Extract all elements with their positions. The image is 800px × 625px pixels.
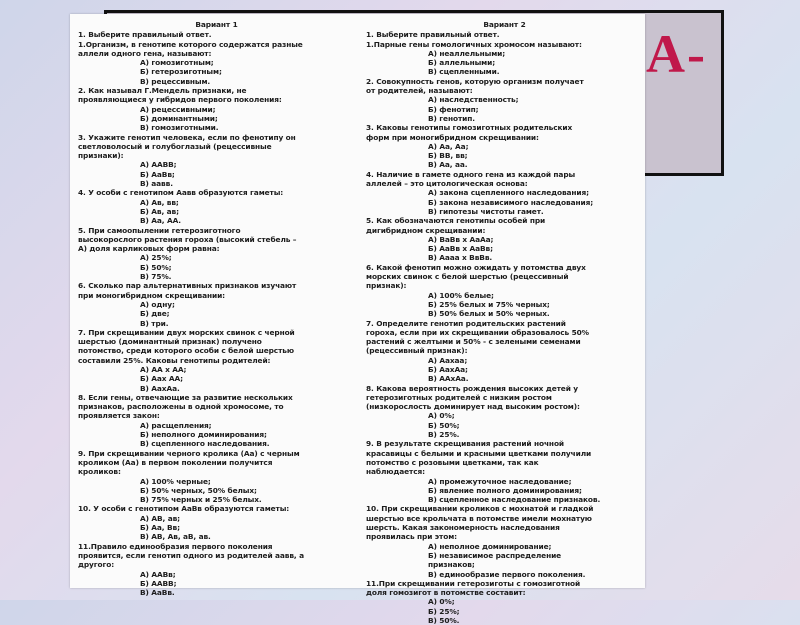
answer-option: В) сцепленное наследование признаков. [428, 495, 601, 505]
question-line: 5. Как обозначаются генотипы особей при [366, 216, 546, 226]
answer-option: А) Ав, вв; [140, 197, 179, 207]
question-line: 10. При скрещивании кроликов с мохнатой и гладкой [366, 504, 594, 514]
answer-option: В) АаВв. [140, 588, 175, 598]
question-line: 1. Выберите правильный ответ. [78, 30, 212, 40]
answer-option: В) аавв. [140, 179, 173, 189]
question-line: (низкорослость доминирует над высоким ростом): [366, 402, 580, 412]
question-line: 3. Каковы генотипы гомозиготных родительских [366, 123, 573, 133]
answer-option: В) 25%. [428, 430, 460, 440]
answer-option: В) генотип. [428, 113, 475, 123]
answer-option: А) ВаВв х АаАа; [428, 234, 494, 244]
variant-1-title: Вариант 1 [195, 20, 238, 29]
answer-option: А) расщепления; [140, 420, 212, 430]
answer-option: Б) гетерозиготным; [140, 67, 222, 77]
question-line: 1.Парные гены гомологичных хромосом называют: [366, 39, 582, 49]
answer-option: Б) аллельными; [428, 58, 496, 68]
answer-option: В) 50%. [428, 616, 460, 625]
variant-2-lines [366, 30, 643, 625]
question-line: проявится, если генотип одного из родителей аавв, а [78, 550, 304, 560]
answer-option: Б) закона независимого наследования; [428, 197, 594, 207]
variant-1-column [78, 20, 355, 597]
question-line: 1.Организм, в генотипе которого содержатся разные [78, 39, 303, 49]
question-line: проявилась при этом: [366, 532, 457, 542]
answer-option: Б) ААВВ; [140, 578, 177, 588]
answer-option: Б) 50% черных, 50% белых; [140, 485, 257, 495]
answer-option: А) неаллельными; [428, 48, 506, 58]
question-line: (рецессивный признак): [366, 346, 468, 356]
question-line: аллелей – это цитологическая основа: [366, 179, 528, 189]
answer-option: В) три. [140, 318, 169, 328]
answer-option: Б) Аах АА; [140, 374, 184, 384]
answer-option: В) рецессивным. [140, 76, 211, 86]
answer-option: В) Аааа х ВвВв. [428, 253, 493, 263]
slide-title: А- [646, 24, 707, 84]
answer-option: Б) ВВ, вв; [428, 151, 468, 161]
answer-option: Б) АахАа; [428, 364, 468, 374]
answer-option: Б) независимое распределение [428, 550, 562, 560]
question-line: 2. Как называл Г.Мендель признаки, не [78, 86, 247, 96]
question-line: шерсть. Какая закономерность наследования [366, 523, 560, 533]
question-line: 6. Сколько пар альтернативных признаков изучают [78, 281, 297, 291]
answer-option: А) АВ, ав; [140, 513, 181, 523]
answer-option: А) Аа, Аа; [428, 141, 469, 151]
question-line: 11.При скрещивании гетерозиготы с гомозиготной [366, 578, 581, 588]
question-line: 4. У особи с генотипом Аавв образуются гаметы: [78, 188, 284, 198]
answer-option: В) АВ, Ав, аВ, ав. [140, 532, 211, 542]
variant-1-lines [78, 30, 355, 597]
answer-option: Б) АаВв; [140, 169, 175, 179]
answer-option: В) единообразие первого поколения. [428, 569, 586, 579]
answer-option: Б) доминантными; [140, 113, 218, 123]
answer-option: признаков; [428, 560, 475, 570]
answer-option: Б) 50%; [428, 420, 460, 430]
question-line: 1. Выберите правильный ответ. [366, 30, 500, 40]
question-line: 8. Если гены, отвечающие за развитие нескольких [78, 392, 293, 402]
question-line: 4. Наличие в гамете одного гена из каждой пары [366, 169, 576, 179]
answer-option: А) гомозиготным; [140, 58, 214, 68]
question-line: шерстью (доминантный признак) получено [78, 337, 262, 347]
question-line: 7. При скрещивании двух морских свинок с черной [78, 327, 295, 337]
worksheet-paper [70, 14, 645, 625]
answer-option: А) 100% черные; [140, 476, 211, 486]
answer-option: Б) неполного доминирования; [140, 430, 267, 440]
answer-option: А) ААВв; [140, 569, 176, 579]
variant-2-column [366, 20, 643, 625]
question-line: при моногибридном скрещивании: [78, 290, 226, 300]
answer-option: А) АА х АА; [140, 364, 187, 374]
answer-option: Б) явление полного доминирования; [428, 485, 582, 495]
question-line: признаки): [78, 151, 124, 161]
answer-option: А) наследственность; [428, 95, 519, 105]
question-line: 8. Какова вероятность рождения высоких детей у [366, 383, 578, 393]
answer-option: Б) Ав, ав; [140, 206, 179, 216]
answer-option: Б) 50%; [140, 262, 172, 272]
answer-option: В) гомозиготными. [140, 123, 219, 133]
answer-option: А) 25%; [140, 253, 172, 263]
question-line: форм при моногибридном скрещивании: [366, 132, 539, 142]
answer-option: В) сцепленного наследования. [140, 439, 270, 449]
question-line: светловолосый и голубоглазый (рецессивные [78, 141, 272, 151]
answer-option: Б) АаВв х АаВв; [428, 244, 493, 254]
answer-option: А) одну; [140, 299, 175, 309]
answer-option: В) гипотезы чистоты гамет. [428, 206, 544, 216]
answer-option: Б) 25%; [428, 606, 460, 616]
question-line: 5. При самоопылении гетерозиготного [78, 225, 241, 235]
answer-option: В) 75%. [140, 272, 172, 282]
question-line: высокорослого растения гороха (высокий стебель – [78, 234, 297, 244]
question-line: доля гомозигот в потомстве составит: [366, 588, 526, 598]
question-line: 9. В результате скрещивания растений ночной [366, 439, 564, 449]
answer-option: А) ААВВ; [140, 160, 177, 170]
variant-2-title: Вариант 2 [483, 20, 526, 29]
answer-option: В) 50% белых и 50% черных. [428, 309, 550, 319]
question-line: проявляющиеся у гибридов первого поколения: [78, 95, 282, 105]
question-line: 10. У особи с генотипом АаВв образуются гаметы: [78, 504, 290, 514]
question-line: 9. При скрещивании черного кролика (Аа) с черным [78, 448, 300, 458]
answer-option: В) Аа, аа. [428, 160, 468, 170]
question-line: другого: [78, 560, 115, 570]
question-line: кроликом (Аа) в первом поколении получится [78, 457, 273, 467]
question-line: гетерозиготных родителей с низким ростом [366, 392, 552, 402]
question-line: 3. Укажите генотип человека, если по фенотипу он [78, 132, 296, 142]
question-line: 11.Правило единообразия первого поколения [78, 541, 273, 551]
question-line: наблюдается: [366, 467, 425, 477]
question-line: 2. Совокупность генов, которую организм получает [366, 76, 584, 86]
question-line: 6. Какой фенотип можно ожидать у потомства двух [366, 262, 586, 272]
question-line: признаков, расположены в одной хромосоме, то [78, 402, 284, 412]
answer-option: Б) две; [140, 309, 170, 319]
question-line: красавицы с белыми и красными цветками получили [366, 448, 592, 458]
answer-option: В) ААхАа. [428, 374, 469, 384]
question-line: растений с желтыми и 50% - с зелеными семенами [366, 337, 581, 347]
question-line: А) доля карликовых форм равна: [78, 244, 220, 254]
question-line: шерстью все крольчата в потомстве имели мохнатую [366, 513, 592, 523]
question-line: кроликов: [78, 467, 121, 477]
answer-option: А) 100% белые; [428, 290, 494, 300]
answer-option: В) АахАа. [140, 383, 180, 393]
answer-option: А) Аахаа; [428, 355, 468, 365]
question-line: дигибридном скрещивании: [366, 225, 486, 235]
answer-option: В) 75% черных и 25% белых. [140, 495, 262, 505]
answer-option: А) промежуточное наследование; [428, 476, 572, 486]
question-line: 7. Определите генотип родительских растений [366, 318, 566, 328]
answer-option: А) рецессивными; [140, 104, 216, 114]
question-line: потомство, среди которого особи с белой шерстью [78, 346, 294, 356]
question-line: морских свинок с белой шерстью (рецессивный [366, 272, 569, 282]
question-line: гороха, если при их скрещивании образовалось 50% [366, 327, 589, 337]
question-line: проявляется закон: [78, 411, 160, 421]
answer-option: А) неполное доминирование; [428, 541, 552, 551]
answer-option: Б) 25% белых и 75% черных; [428, 299, 550, 309]
answer-option: А) 0%; [428, 597, 455, 607]
answer-option: В) сцепленными. [428, 67, 500, 77]
answer-option: В) Аа, АА. [140, 216, 181, 226]
question-line: аллели одного гена, называют: [78, 48, 212, 58]
question-line: потомство с розовыми цветками, так как [366, 457, 539, 467]
question-line: составили 25%. Каковы генотипы родителей: [78, 355, 271, 365]
answer-option: А) 0%; [428, 411, 455, 421]
question-line: от родителей, называют: [366, 86, 473, 96]
question-line: признак): [366, 281, 407, 291]
answer-option: Б) фенотип; [428, 104, 479, 114]
answer-option: Б) Аа, Вв; [140, 523, 180, 533]
answer-option: А) закона сцепленного наследования; [428, 188, 590, 198]
